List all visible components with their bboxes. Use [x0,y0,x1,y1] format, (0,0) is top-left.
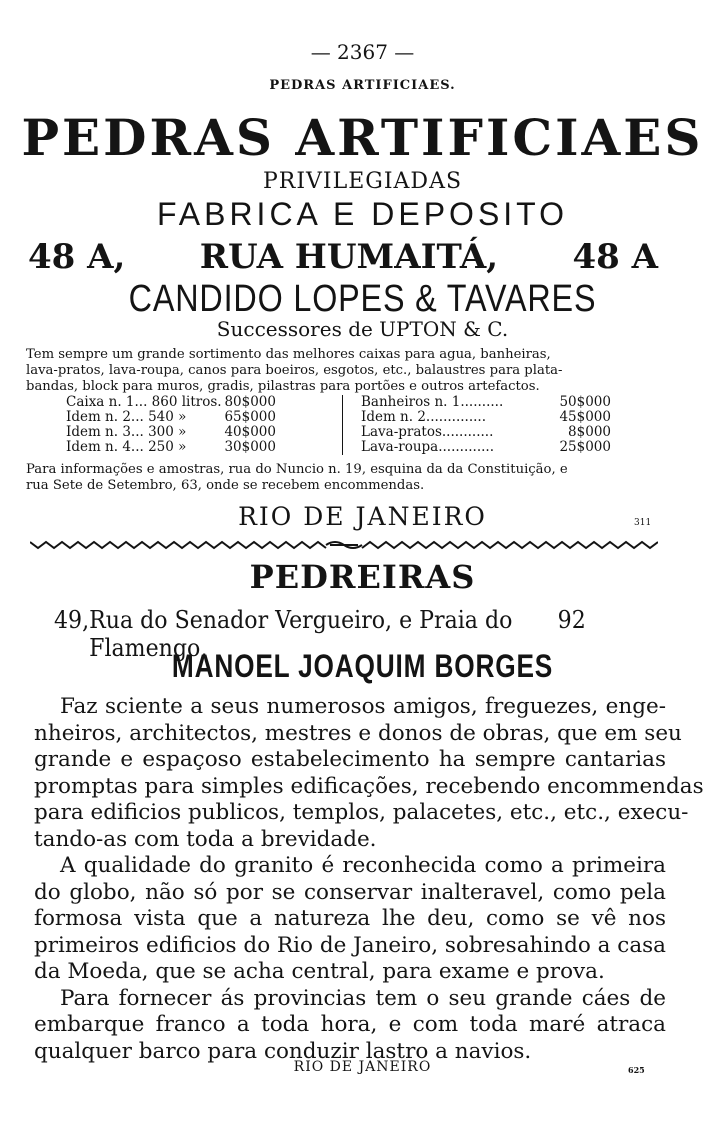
price-item-label: Caixa n. 1... 860 litros. [66,394,222,410]
ad1-privileged: PRIVILEGIADAS [262,169,463,194]
ad1-description [26,347,658,395]
price-item-label: Idem n. 2... 540 » [66,409,187,425]
price-item-value: 80$000 [224,394,276,410]
price-item-label: Idem n. 4... 250 » [66,439,187,455]
ad1-address-street: RUA HUMAITÁ, [199,237,499,277]
price-list-divider [342,395,361,455]
price-item-value: 8$000 [568,424,611,440]
ad2-description [34,694,704,1065]
ad2-paragraph-line: embarque franco a toda hora, e com toda maré atraca [34,1012,666,1037]
ad2-city: RIO DE JANEIRO [293,1059,432,1075]
ad2-address-street: Rua do Senador Vergueiro, e Praia do Flamengo, [89,606,513,662]
ad1-price-list [66,395,626,455]
ad1-contact-info [26,462,658,494]
ad2-paragraph-line: Faz sciente a seus numerosos amigos, freguezes, enge- [60,694,666,719]
price-item-label: Banheiros n. 1.......... [361,394,504,410]
ad1-fabrica-deposito: FABRICA E DEPOSITO [156,196,569,232]
ad2-paragraph-line: Para fornecer ás provincias tem o seu grande cáes de [60,985,666,1011]
ad2-paragraph-line: promptas para simples edificações, recebendo encommendas [34,773,704,799]
price-item [361,440,621,455]
price-item-value: 65$000 [224,409,276,425]
running-head: PEDRAS ARTIFICIAES. [269,78,456,93]
ad2-paragraph-line: tando-as com toda a brevidade. [34,826,377,852]
ad2-paragraph-line: do globo, não só por se conservar inalteravel, como pela [34,879,666,905]
price-item [361,425,621,440]
price-item-value: 45$000 [559,409,611,425]
ad2-address-number-left: 49, [54,606,90,634]
price-item [66,410,336,425]
ad1-firm-name: CANDIDO LOPES & TAVARES [128,278,597,320]
price-item-value: 50$000 [559,394,611,410]
ad2-paragraph-line: A qualidade do granito é reconhecida como a primeira [60,853,666,878]
divider-zigzag-left [30,542,326,548]
divider-center-ornament [326,542,362,548]
price-item [66,440,336,455]
ad1-address [28,237,658,277]
ad1-address-number-right: 48 A [572,237,658,277]
price-list-left [66,395,336,455]
ad1-description-line: lava-pratos, lava-roupa, canos para boeiros, esgotos, etc., balaustres para plata- [26,363,563,378]
ad1-description-line: Tem sempre um grande sortimento das melhores caixas para agua, banheiras, [26,347,551,362]
price-item-value: 25$000 [559,439,611,455]
ad2-paragraph [34,986,666,1066]
ad1-code: 311 [634,518,652,528]
price-item-value: 40$000 [224,424,276,440]
price-item [66,395,336,410]
ad2-paragraph-line: formosa vista que a natureza lhe deu, como se vê nos [34,906,666,931]
ad2-paragraph-line: primeiros edificios do Rio de Janeiro, sobresahindo a casa [34,932,666,958]
ad1-title: PEDRAS ARTIFICIAES [21,108,704,167]
ad2-code: 625 [628,1065,645,1075]
price-item-label: Idem n. 2.............. [361,409,487,425]
ad2-paragraph-line: para edificios publicos, templos, palacetes, etc., etc., execu- [34,800,689,825]
price-item [361,410,621,425]
price-item-value: 30$000 [224,439,276,455]
ad2-address-number-right: 92 [557,606,586,634]
ad1-city: RIO DE JANEIRO [238,502,487,531]
price-list-right [361,395,621,455]
price-item [66,425,336,440]
divider-zigzag-right [362,542,658,548]
ad1-contact-line: Para informações e amostras, rua do Nuncio n. 19, esquina da da Constituição, e [26,462,568,477]
ad2-paragraph-line: da Moeda, que se acha central, para exame e prova. [34,959,605,984]
ad2-owner-name: MANOEL JOAQUIM BORGES [171,648,554,684]
ad2-paragraph-line: grande e espaçoso estabelecimento ha sempre cantarias [34,747,666,772]
page-number: — 2367 — [310,40,415,64]
ad2-paragraph [34,853,666,986]
ad2-paragraph-line: nheiros, architectos, mestres e donos de obras, que em seu [34,720,682,746]
price-item-label: Lava-roupa............. [361,439,495,455]
price-item-label: Idem n. 3... 300 » [66,424,187,440]
ad2-paragraph [34,694,704,853]
ad1-description-line: bandas, block para muros, gradis, pilastras para portões e outros artefactos. [26,379,540,394]
ornamental-divider [30,538,658,552]
ad1-contact-line: rua Sete de Setembro, 63, onde se recebem encommendas. [26,478,425,493]
ad1-successors: Successores de UPTON & C. [216,317,509,341]
ad1-address-number-left: 48 A, [28,237,126,277]
ad2-paragraph-line: qualquer barco para conduzir lastro a navios. [34,1038,532,1064]
ad2-title: PEDREIRAS [249,558,476,596]
price-item-label: Lava-pratos............ [361,424,494,440]
price-item [361,395,621,410]
